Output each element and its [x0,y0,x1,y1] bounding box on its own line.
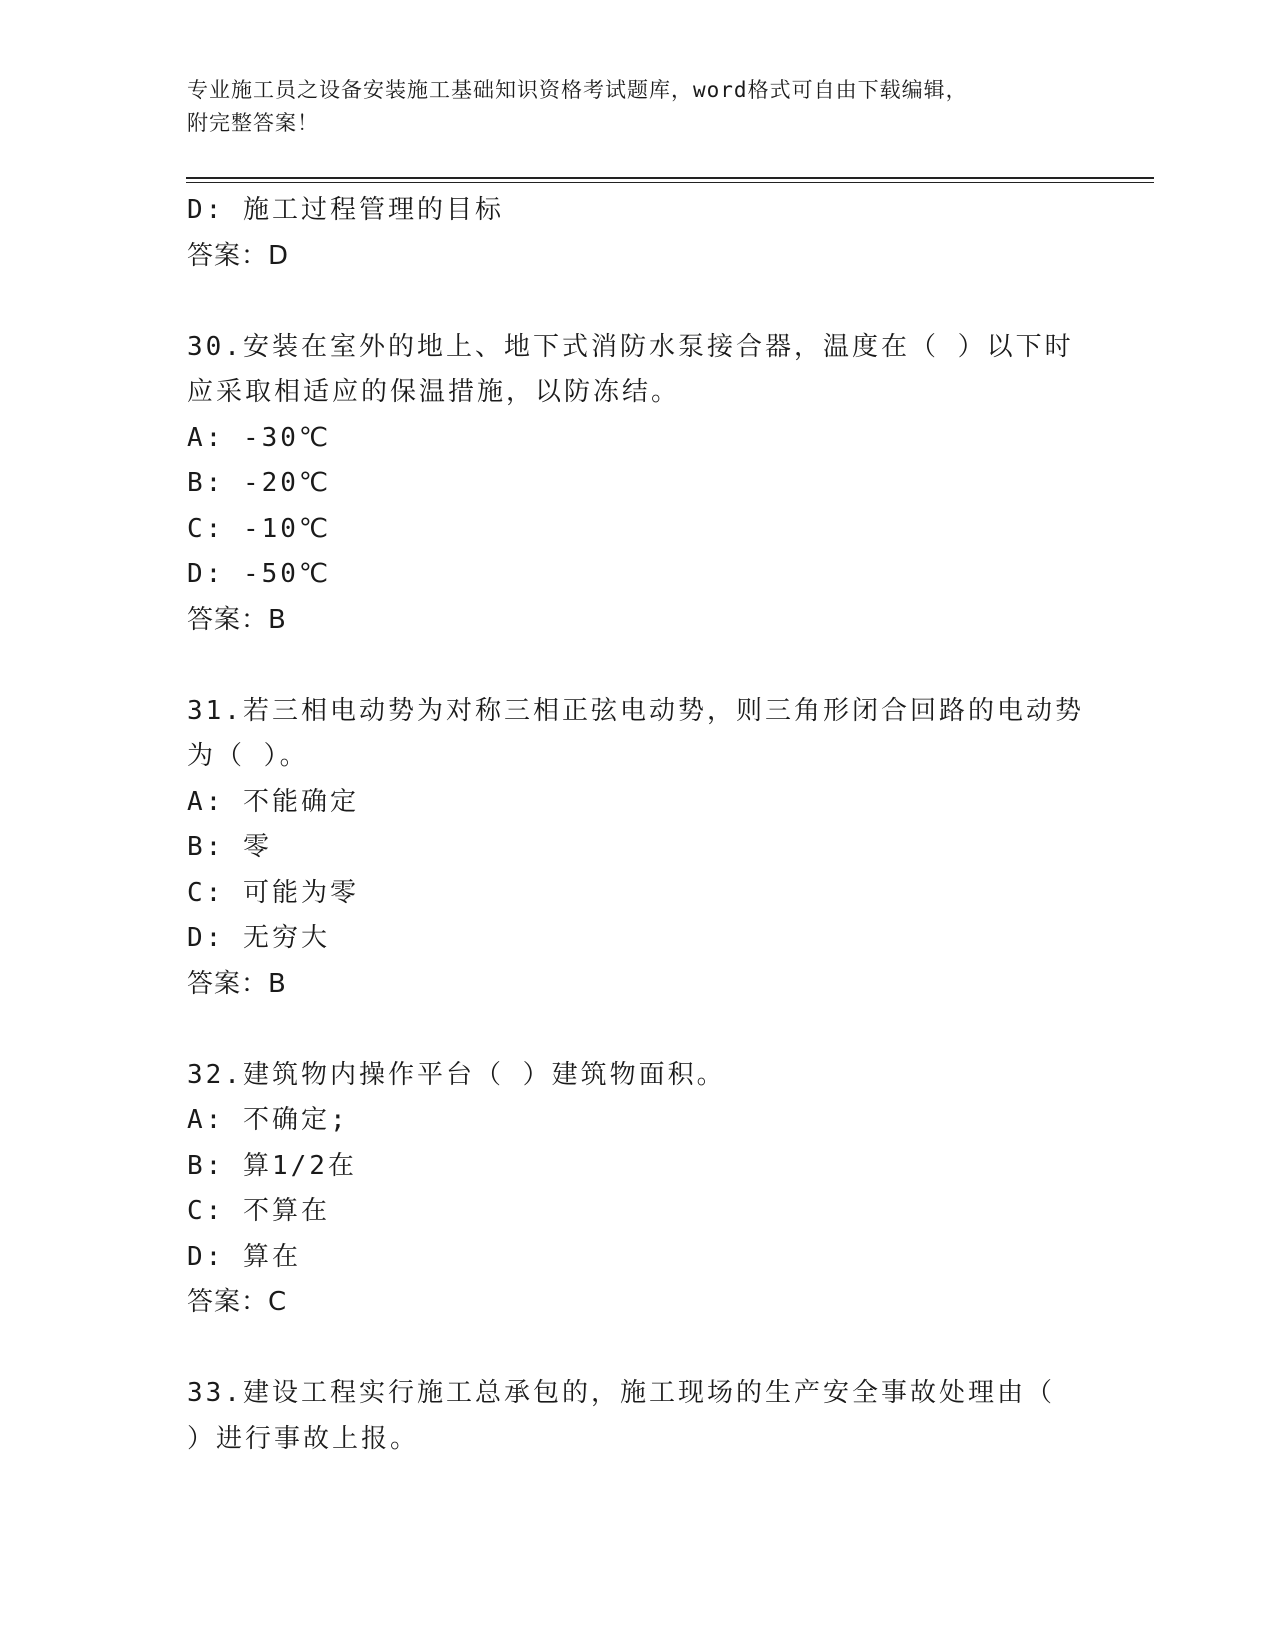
spacer [187,643,1087,689]
option-c: C: -10℃ [187,513,332,544]
question-stem-line-2: 为（ ）。 [187,741,309,771]
question-stem-line-1: 33.建设工程实行施工总承包的，施工现场的生产安全事故处理由（ [187,1378,1055,1408]
spacer [187,1007,1087,1053]
option-d: D: -50℃ [187,559,332,589]
answer: 答案：C [187,1287,288,1317]
answer: 答案：B [187,968,287,999]
header-line-1: 专业施工员之设备安装施工基础知识资格考试题库，word格式可自由下载编辑， [187,78,968,102]
question-29 [187,188,1087,279]
question-stem-line-2: ）进行事故上报。 [187,1423,420,1454]
option-a: A: 不能确定 [187,786,359,817]
option-d: D: 无穷大 [187,923,330,953]
answer: 答案：B [187,604,287,635]
question-32 [187,1053,1087,1326]
header-divider-thick [186,177,1154,179]
header-divider-thin [186,182,1154,183]
question-31 [187,689,1087,1008]
question-30 [187,325,1087,644]
option-a: A: 不确定; [187,1105,349,1135]
question-stem-line-1: 32.建筑物内操作平台（ ）建筑物面积。 [187,1059,726,1090]
spacer [187,1326,1087,1372]
question-stem-line-2: 应采取相适应的保温措施，以防冻结。 [187,377,681,407]
answer: 答案：D [187,240,290,271]
option-b: B: 算1/2在 [187,1150,357,1181]
question-33 [187,1371,1087,1462]
option-c: C: 不算在 [187,1196,330,1226]
option-c: C: 可能为零 [187,877,359,908]
document-header [187,74,1087,140]
question-stem-line-1: 30.安装在室外的地上、地下式消防水泵接合器，温度在（ ）以下时 [187,331,1074,362]
option-a: A: -30℃ [187,422,332,453]
header-line-2: 附完整答案！ [187,111,319,135]
question-stem-line-1: 31.若三相电动势为对称三相正弦电动势，则三角形闭合回路的电动势 [187,695,1084,726]
option-b: B: -20℃ [187,468,332,498]
option-d: D: 施工过程管理的目标 [187,195,504,225]
question-list [187,188,1087,1462]
spacer [187,279,1087,325]
option-b: B: 零 [187,832,272,862]
option-d: D: 算在 [187,1241,301,1272]
